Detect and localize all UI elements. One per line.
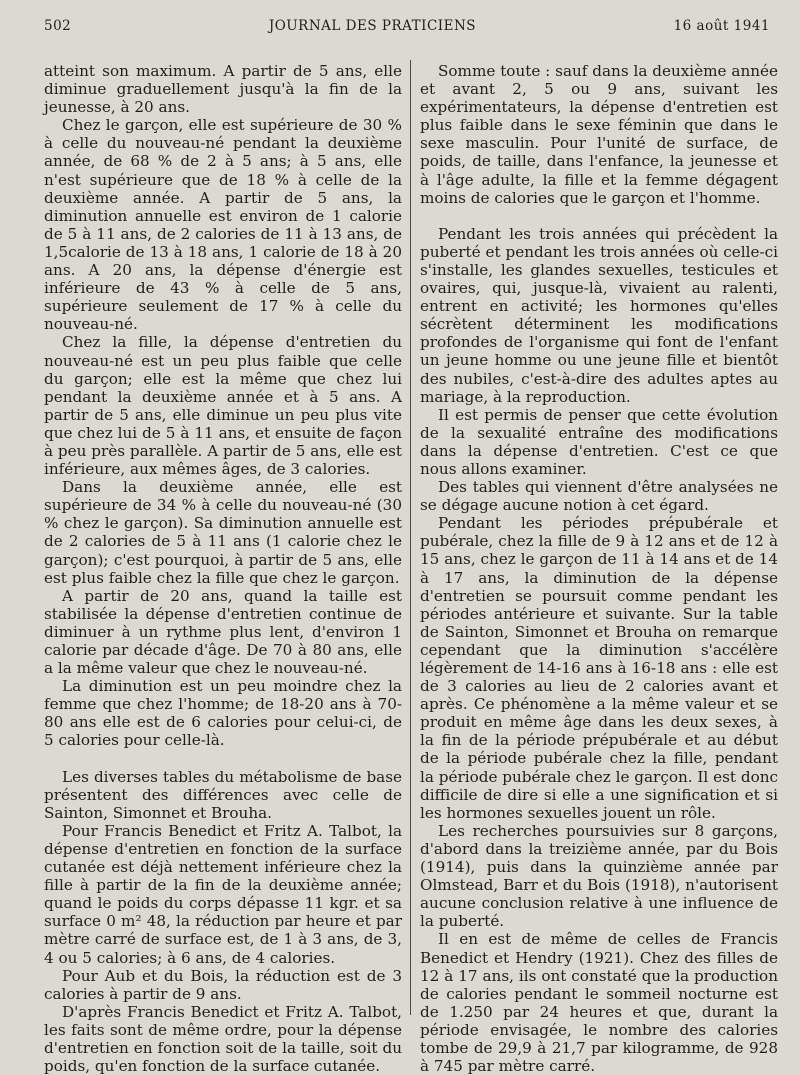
paragraph: Les diverses tables du métabolisme de base présentent des différences avec celle de Sainton, Simonnet et Brouha.: [44, 767, 402, 822]
right-column: [420, 62, 778, 1075]
paragraph: Il en est de même de celles de Francis Benedict et Hendry (1921). Chez des filles de 12 à 17 ans, ils ont constaté que la production de calories pendant le sommeil nocturne est de 1.250 par 24 heures et que, durant la période envisagée, le nombre des calories tombe de 29,9 à 21,7 par kilogramme, de 928 à 745 par mètre carré.: [420, 930, 778, 1075]
paragraph: La diminution est un peu moindre chez la femme que chez l'homme; de 18-20 ans à 70-80 ans elle est de 6 calories pour celui-ci, de 5 calories pour celle-là.: [44, 677, 402, 750]
paragraph: A partir de 20 ans, quand la taille est stabilisée la dépense d'entretien continue de diminuer à un rythme plus lent, d'environ 1 calorie par décade d'âge. De 70 à 80 ans, elle a la même valeur que chez le nouveau-né.: [44, 586, 402, 678]
issue-date: 16 août 1941: [673, 18, 770, 34]
paragraph: Pendant les périodes prépubérale et pubérale, chez la fille de 9 à 12 ans et de 12 à 15 ans, chez le garçon de 11 à 14 ans et de 14 à 17 ans, la diminution de la dépense d'entretien se poursuit comme pendant les périodes antérieure et suivante. Sur la table de Sainton, Simonnet et Brouha on remarque cependant que la diminution s'accélère légèrement de 14-16 ans à 16-18 ans : elle est de 3 calories au lieu de 2 calories avant et après. Ce phénomène a la même valeur et se produit en même âge dans les deux sexes, à la fin de la période prépubérale et au début de la période pubérale chez la fille, pendant la période pubérale chez le garçon. Il est donc difficile de dire si elle a une signification et si les hormones sexuelles jouent un rôle.: [420, 514, 778, 822]
left-column: [44, 62, 402, 1075]
paragraph: Pour Francis Benedict et Fritz A. Talbot, la dépense d'entretien en fonction de la surface cutanée est déjà nettement inférieure chez la fille à partir de la fin de la deuxième année; quand le poids du corps dépasse 11 kgr. et sa surface 0 m² 48, la réduction par heure et par mètre carré de surface est, de 1 à 3 ans, de 3, 4 ou 5 calories; à 6 ans, de 4 calories.: [44, 821, 402, 967]
running-header: [44, 18, 770, 34]
column-divider: [410, 60, 411, 1015]
paragraph: D'après Francis Benedict et Fritz A. Talbot, les faits sont de même ordre, pour la dépense d'entretien en fonction soit de la taille, soit du poids, qu'en fonction de la surface cutanée.: [44, 1002, 402, 1075]
page-number: 502: [44, 18, 72, 34]
paragraph: atteint son maximum. A partir de 5 ans, elle diminue graduellement jusqu'à la fin de la jeunesse, à 20 ans.: [44, 62, 402, 117]
paragraph: Des tables qui viennent d'être analysées ne se dégage aucune notion à cet égard.: [420, 478, 778, 515]
paragraph: Pendant les trois années qui précèdent la puberté et pendant les trois années où celle-ci s'installe, les glandes sexuelles, testicules et ovaires, qui, jusque-là, vivaient au ralenti, entrent en activité; les hormones qu'elles sécrètent déterminent les modifications profondes de l'organisme qui font de l'enfant un jeune homme ou une jeune fille et bientôt des nubiles, c'est-à-dire des adultes aptes au mariage, à la reproduction.: [420, 224, 778, 406]
journal-title: JOURNAL DES PRATICIENS: [268, 18, 477, 34]
paragraph: Il est permis de penser que cette évolution de la sexualité entraîne des modifications dans la dépense d'entretien. C'est ce que nous allons examiner.: [420, 405, 778, 478]
paragraph: Dans la deuxième année, elle est supérieure de 34 % à celle du nouveau-né (30 % chez le garçon). Sa diminution annuelle est de 2 calories de 5 à 11 ans (1 calorie chez le garçon); c'est pourquoi, à partir de 5 ans, elle est plus faible chez la fille que chez le garçon.: [44, 478, 402, 587]
paragraph: Chez la fille, la dépense d'entretien du nouveau-né est un peu plus faible que celle du garçon; elle est la même que chez lui pendant la deuxième année et à 5 ans. A partir de 5 ans, elle diminue un peu plus vite que chez lui de 5 à 11 ans, et ensuite de façon à peu près parallèle. A partir de 5 ans, elle est inférieure, aux mêmes âges, de 3 calories.: [44, 333, 402, 479]
paragraph: Les recherches poursuivies sur 8 garçons, d'abord dans la treizième année, par du Bois (1914), puis dans la quinzième année par Olmstead, Barr et du Bois (1918), n'autorisent aucune conclusion relative à une influence de la puberté.: [420, 821, 778, 931]
paragraph: Chez le garçon, elle est supérieure de 30 % à celle du nouveau-né pendant la deuxième année, de 68 % de 2 à 5 ans; à 5 ans, elle n'est supérieure que de 18 % à celle de la deuxième année. A partir de 5 ans, la diminution annuelle est environ de 1 calorie de 5 à 11 ans, de 2 calories de 11 à 13 ans, de 1,5calorie de 13 à 18 ans, 1 calorie de 18 à 20 ans. A 20 ans, la dépense d'énergie est inférieure de 43 % à celle de 5 ans, supérieure seulement de 17 % à celle du nouveau-né.: [44, 116, 402, 334]
paragraph: Pour Aub et du Bois, la réduction est de 3 calories à partir de 9 ans.: [44, 966, 402, 1003]
paragraph: Somme toute : sauf dans la deuxième année et avant 2, 5 ou 9 ans, suivant les expérimentateurs, la dépense d'entretien est plus faible dans le sexe féminin que dans le sexe masculin. Pour l'unité de surface, de poids, de taille, dans l'enfance, la jeunesse et à l'âge adulte, la fille et la femme dégagent moins de calories que le garçon et l'homme.: [420, 62, 778, 207]
